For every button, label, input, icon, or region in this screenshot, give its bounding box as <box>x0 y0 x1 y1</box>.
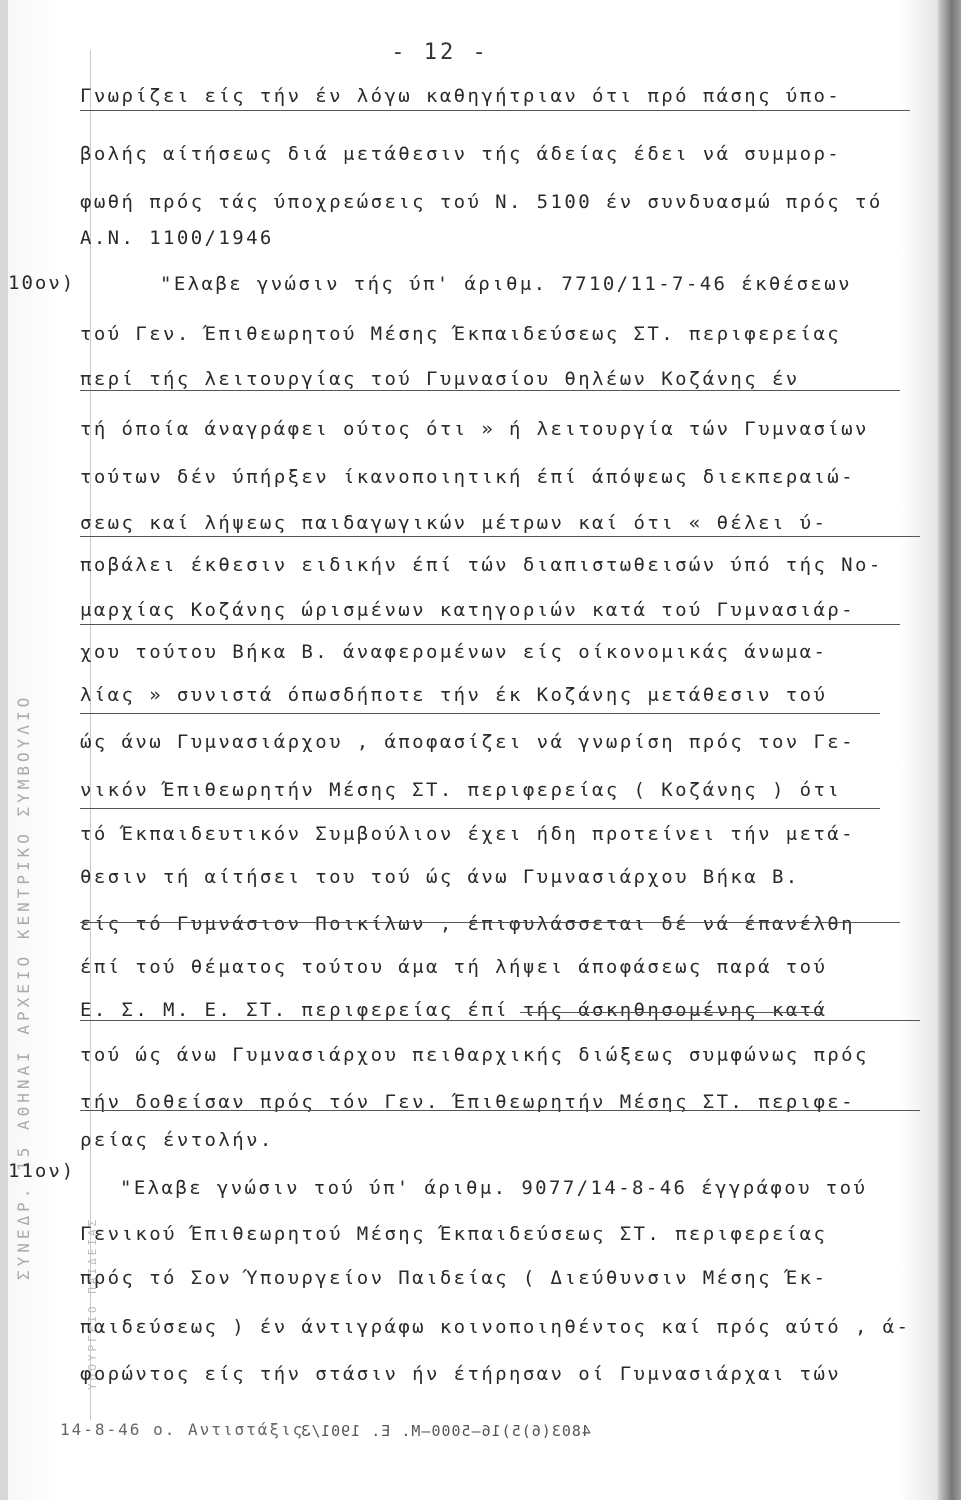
body-line: χου τούτου Βήκα Β. άναφερομένων είς οίκονομικάς άνωμα- <box>80 641 828 663</box>
body-line: βολής αίτήσεως διά μετάθεσιν τής άδείας έδει νά συμμορ- <box>80 143 842 165</box>
body-line: ρείας έντολήν. <box>80 1129 274 1151</box>
body-line: τήν δοθείσαν πρός τόν Γεν. Έπιθεωρητήν Μέσης ΣΤ. περιφε- <box>80 1091 855 1113</box>
body-line: έπί τού θέματος τούτου άμα τή λήψει άποφάσεως παρά τού <box>80 956 828 978</box>
page-number: - 12 - <box>391 40 489 65</box>
body-line: λίας » συνιστά όπωσδήποτε τήν έκ Κοζάνης μετάθεσιν τού <box>80 684 828 706</box>
body-line: μαρχίας Κοζάνης ώρισμένων κατηγοριών κατά τού Γυμνασιάρ- <box>80 599 855 621</box>
body-line: φορώντος είς τήν στάσιν ήν έτήρησαν οί Γυμνασιάρχαι τών <box>80 1363 842 1385</box>
underline <box>80 624 900 625</box>
body-line: σεως καί λήψεως παιδαγωγικών μέτρων καί ότι « θέλει ύ- <box>80 512 828 534</box>
body-line: τό Έκπαιδευτικόν Συμβούλιον έχει ήδη προτείνει τήν μετά- <box>80 823 855 845</box>
body-line: τή όποία άναγράφει ούτος ότι » ή λειτουργία τών Γυμνασίων <box>80 418 869 440</box>
body-line: Α.Ν. 1100/1946 <box>80 227 274 249</box>
body-line: θεσιν τή αίτήσει του τού ώς άνω Γυμνασιάρχου Βήκα Β. <box>80 866 800 888</box>
body-line: Ε. Σ. Μ. Ε. ΣΤ. περιφερείας έπί τής άσκηθησομένης κατά <box>80 999 828 1021</box>
body-line: περί τής λειτουργίας τού Γυμνασίου θηλέων Κοζάνης έν <box>80 368 800 390</box>
body-line: τούτων δέν ύπήρξεν ίκανοποιητική έπί άπόψεως διεκπεραιώ- <box>80 466 855 488</box>
underline <box>80 390 900 391</box>
body-line: είς τό Γυμνάσιον Ποικίλων , έπιφυλάσσεται δέ νά έπανέλθη <box>80 913 855 935</box>
underline <box>80 808 880 809</box>
item-marker-11: 11ον) <box>8 1160 76 1182</box>
body-line: ποβάλει έκθεσιν ειδικήν έπί τών διαπιστωθεισών ύπό τής Νο- <box>80 554 883 576</box>
underline <box>80 1020 920 1021</box>
body-line: τού Γεν. Έπιθεωρητού Μέσης Έκπαιδεύσεως ΣΤ. περιφερείας <box>80 323 842 345</box>
body-line: πρός τό Σον Ύπουργείον Παιδείας ( Διεύθυνσιν Μέσης Έκ- <box>80 1267 828 1289</box>
underline <box>80 110 910 111</box>
body-line: φωθή πρός τάς ύποχρεώσεις τού Ν. 5100 έν συνδυασμώ πρός τό <box>80 191 883 213</box>
side-margin-text: ΣΥΝΕΔΡ. 15 ΑΘΗΝΑΙ ΑΡΧΕΙΟ ΚΕΝΤΡΙΚΟ ΣΥΜΒΟΥΛΙΟ <box>14 693 33 1280</box>
underline <box>80 536 920 537</box>
strike-through <box>520 1012 820 1013</box>
item-marker-10: 10ον) <box>8 272 76 294</box>
body-line: Γνωρίζει είς τήν έν λόγω καθηγήτριαν ότι πρό πάσης ύπο- <box>80 85 842 107</box>
body-line: "Ελαβε γνώσιν τού ύπ' άριθμ. 9077/14-8-46 έγγράφου τού <box>120 1177 868 1199</box>
body-line: τού ώς άνω Γυμνασιάρχου πειθαρχικής διώξεως συμφώνως πρός <box>80 1044 869 1066</box>
strike-through <box>80 922 900 923</box>
underline <box>80 713 880 714</box>
printer-imprint: 4803(6)5)16—5000—Μ. Ε. 1901/3 <box>300 1422 591 1440</box>
underline <box>80 1110 920 1111</box>
footer-stamp: 14-8-46 ο. Αντιστάξις. <box>60 1420 316 1439</box>
body-line: Γενικού Έπιθεωρητού Μέσης Έκπαιδεύσεως ΣΤ. περιφερείας <box>80 1223 828 1245</box>
body-line: νικόν Έπιθεωρητήν Μέσης ΣΤ. περιφερείας ( Κοζάνης ) ότι <box>80 779 842 801</box>
side-margin-small-text: ΥΠΟΥΡΓΕΙΟ ΠΑΙΔΕΙΑΣ <box>86 1216 99 1390</box>
binding-edge <box>0 0 8 1500</box>
body-line: ώς άνω Γυμνασιάρχου , άποφασίζει νά γνωρίση πρός τον Γε- <box>80 731 855 753</box>
page-right-edge <box>938 0 961 1500</box>
body-line: παιδεύσεως ) έν άντιγράφω κοινοποιηθέντος καί πρός αύτό , ά- <box>80 1316 911 1338</box>
body-line: "Ελαβε γνώσιν τής ύπ' άριθμ. 7710/11-7-46 έκθέσεων <box>160 273 852 295</box>
